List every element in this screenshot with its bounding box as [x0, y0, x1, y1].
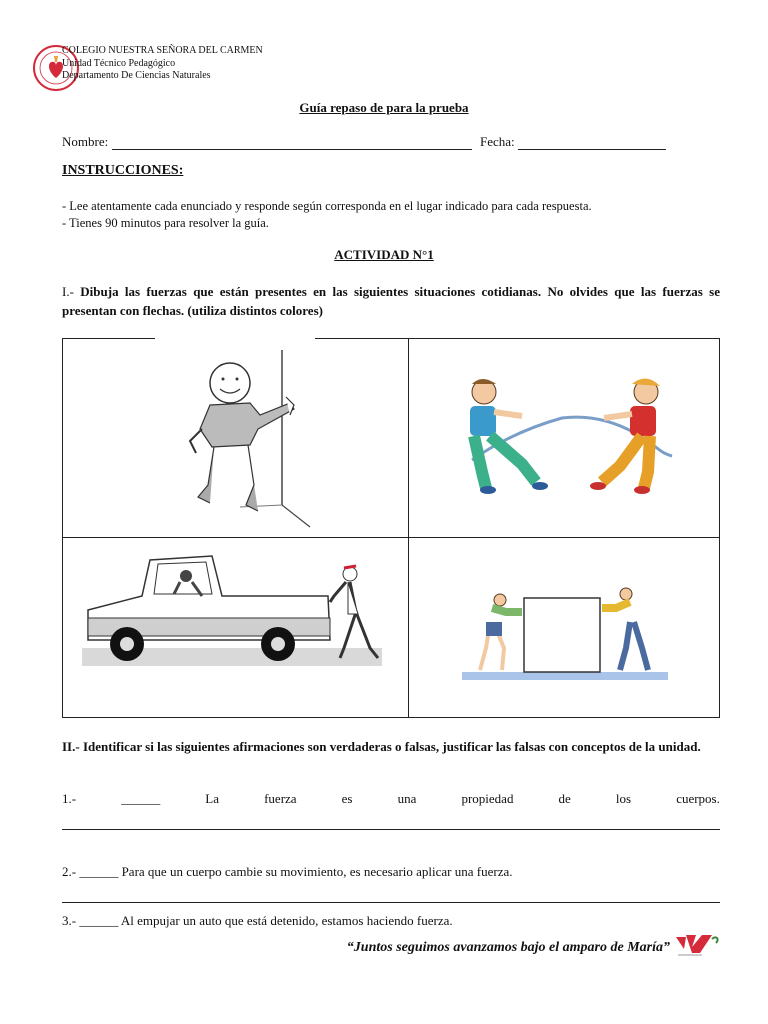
q1-word: los	[615, 791, 632, 806]
grid-gap	[155, 336, 315, 341]
footer-logo-icon	[672, 931, 720, 957]
q1-justification-line[interactable]	[62, 829, 720, 830]
activity-heading: ACTIVIDAD N°1	[334, 247, 434, 262]
name-field[interactable]	[112, 149, 472, 150]
q1-word: cuerpos.	[676, 791, 720, 806]
grid-divider	[62, 537, 720, 538]
department-name: Departamento De Ciencias Naturales	[62, 70, 211, 81]
part1-number: I.-	[62, 284, 74, 299]
question-1	[62, 791, 720, 807]
question-3: 3.- ______ Al empujar un auto que está detenido, estamos haciendo fuerza.	[62, 913, 453, 928]
part1-instructions	[62, 282, 720, 320]
date-label: Fecha:	[480, 134, 515, 149]
man-pushing-truck-illustration	[82, 552, 392, 672]
q1-word: 1.-	[62, 791, 77, 806]
two-people-pushing-box-illustration	[460, 582, 670, 682]
q1-word: una	[397, 791, 417, 806]
footer-motto: “Juntos seguimos avanzamos bajo el amparo de María”	[346, 940, 670, 955]
part2-instructions: II.- Identificar si las siguientes afirmaciones son verdaderas o falsas, justificar las falsas con conceptos de la unidad.	[62, 739, 701, 754]
q1-word: La	[205, 791, 219, 806]
part1-text: Dibuja las fuerzas que están presentes en las siguientes situaciones cotidianas. No olvides que las fuerzas se presentan con flechas. (utiliza distintos colores)	[62, 284, 721, 318]
page-title: Guía repaso de para la prueba	[299, 100, 469, 115]
instructions-heading: INSTRUCCIONES:	[62, 163, 184, 178]
q1-answer-blank[interactable]: ______	[121, 791, 161, 806]
q1-word: de	[558, 791, 571, 806]
grid-divider	[408, 338, 409, 718]
instruction-item: - Tienes 90 minutos para resolver la guía.	[62, 216, 269, 230]
tug-of-war-illustration	[452, 372, 677, 497]
school-name: COLEGIO NUESTRA SEÑORA DEL CARMEN	[62, 45, 263, 56]
q1-word: propiedad	[461, 791, 514, 806]
name-label: Nombre:	[62, 134, 109, 149]
q1-word: es	[341, 791, 353, 806]
q1-word: fuerza	[264, 791, 297, 806]
instruction-item: - Lee atentamente cada enunciado y responde según corresponda en el lugar indicado para cada respuesta.	[62, 199, 592, 213]
question-2: 2.- ______ Para que un cuerpo cambie su movimiento, es necesario aplicar una fuerza.	[62, 864, 513, 879]
q2-justification-line[interactable]	[62, 902, 720, 903]
boy-leaning-wall-illustration	[150, 345, 320, 530]
date-field[interactable]	[518, 149, 666, 150]
unit-name: Unidad Técnico Pedagógico	[62, 58, 176, 69]
